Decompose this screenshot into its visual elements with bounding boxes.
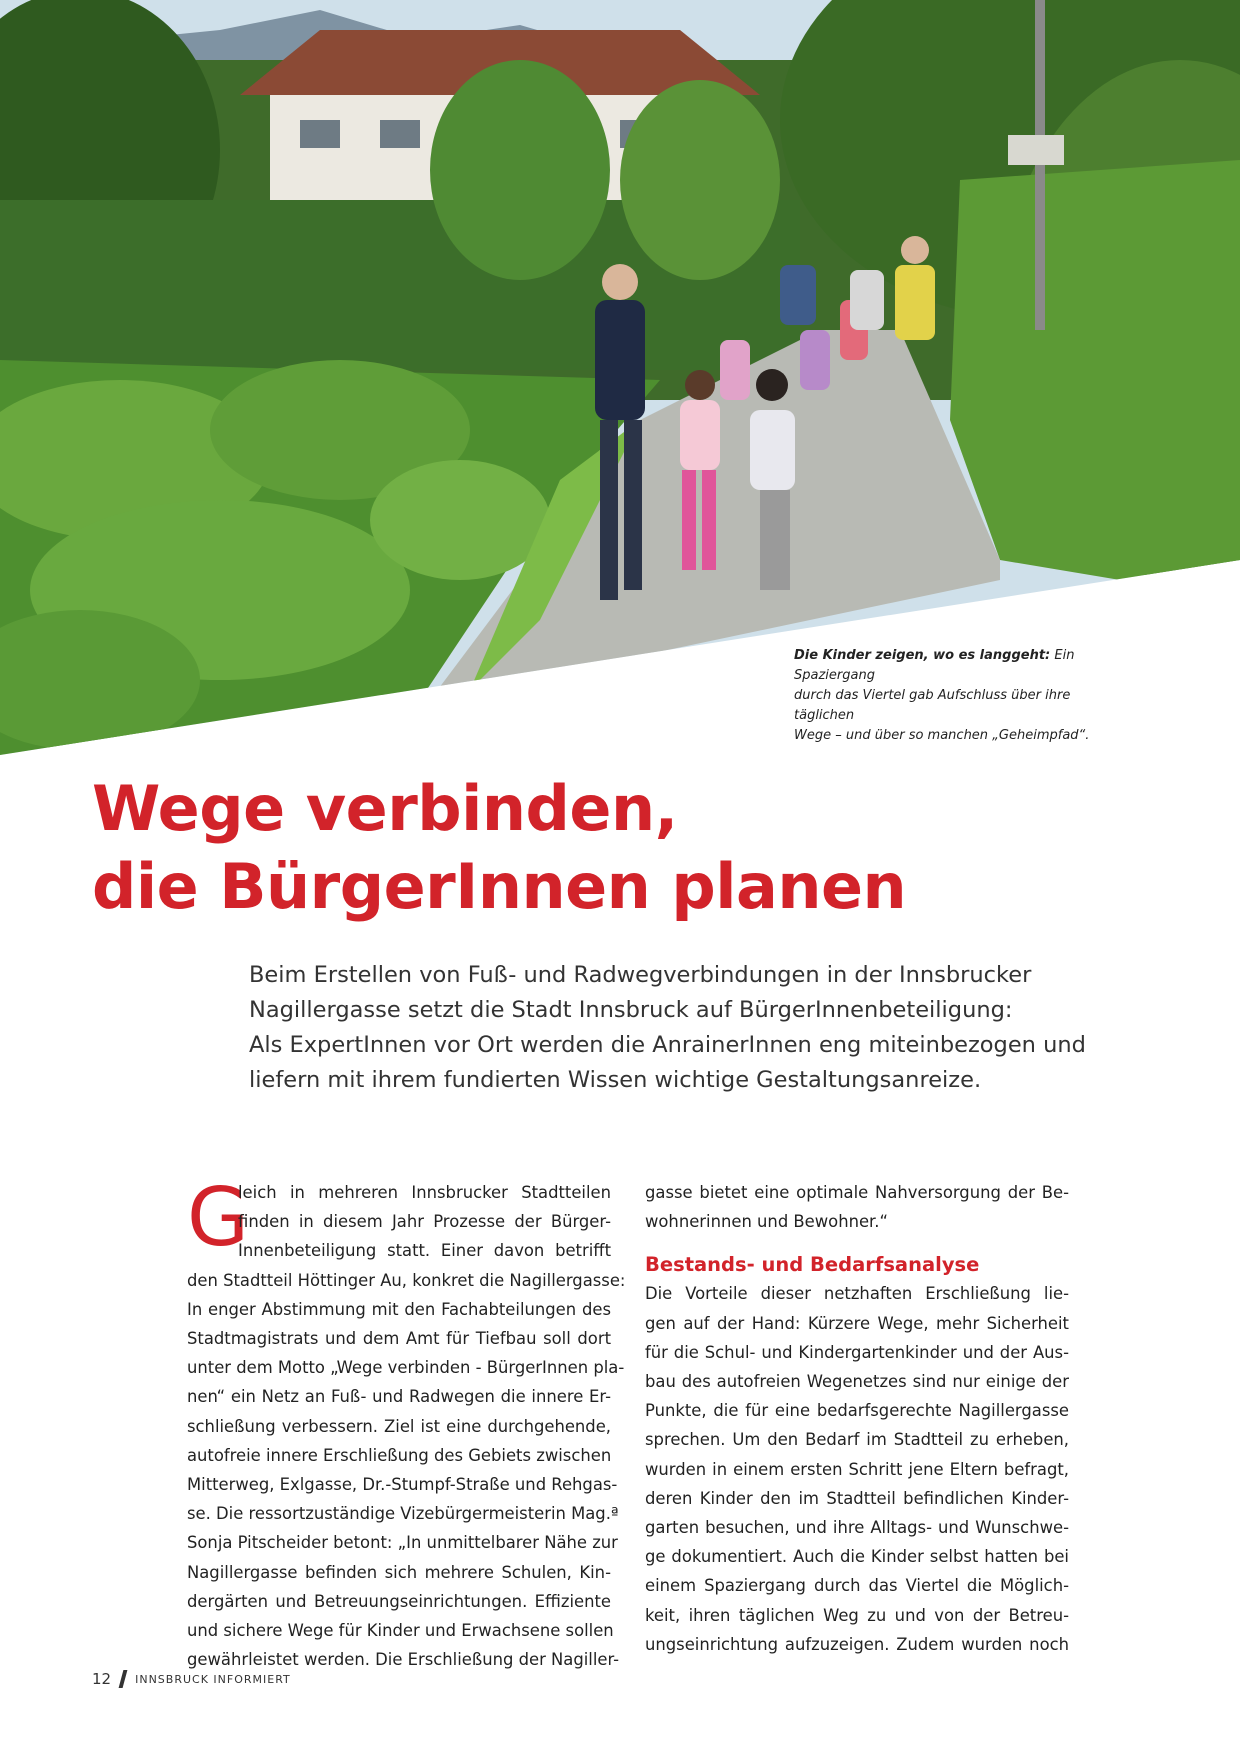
page-footer [92,1670,291,1688]
body-line: Punkte, die für eine bedarfsgerechte Nagillergasse [645,1401,1069,1421]
body-line: Mitterweg, Exlgasse, Dr.-Stumpf-Straße und Rehgas- [187,1475,618,1495]
section-heading: Bestands- und Bedarfsanalyse [645,1253,980,1277]
body-line: se. Die ressortzuständige Vizebürgermeisterin Mag.ª [187,1504,619,1524]
title-line-2: die BürgerInnen planen [92,850,907,923]
body-line: dergärten und Betreuungseinrichtungen. Effiziente [187,1591,611,1611]
body-column-2 [645,1178,1069,1659]
lead-line: Als ExpertInnen vor Ort werden die AnrainerInnen eng miteinbezogen und [249,1032,1086,1058]
body-line: wohnerinnen und Bewohner.“ [645,1212,888,1232]
photo-caption [794,646,1134,746]
body-line: einem Spaziergang durch das Viertel die Möglich- [645,1576,1069,1596]
body-line: nen“ ein Netz an Fuß- und Radwegen die innere Er- [187,1387,611,1407]
body-line: ungseinrichtung aufzuzeigen. Zudem wurden noch [645,1634,1069,1654]
body-line: ge dokumentiert. Auch die Kinder selbst hatten bei [645,1547,1069,1567]
lead-line: Nagillergasse setzt die Stadt Innsbruck auf BürgerInnenbeteiligung: [249,997,1013,1023]
body-line: den Stadtteil Höttinger Au, konkret die Nagillergasse: [187,1270,626,1290]
lead-line: Beim Erstellen von Fuß- und Radwegverbindungen in der Innsbrucker [249,962,1032,988]
body-line: und sichere Wege für Kinder und Erwachsene sollen [187,1621,614,1641]
body-line: deren Kinder den im Stadtteil befindlichen Kinder- [645,1488,1069,1508]
body-line: keit, ihren täglichen Weg zu und von der Betreu- [645,1605,1069,1625]
page-number: 12 [92,1670,112,1688]
body-line: für die Schul- und Kindergartenkinder und der Aus- [645,1342,1069,1362]
body-line: garten besuchen, und ihre Alltags- und Wunschwe- [645,1518,1069,1538]
lead-paragraph [249,958,1119,1098]
drop-cap: G [187,1171,249,1264]
body-line: Sonja Pitscheider betont: „In unmittelbarer Nähe zur [187,1533,618,1553]
body-line: gen auf der Hand: Kürzere Wege, mehr Sicherheit [645,1313,1069,1333]
body-line: gewährleistet werden. Die Erschließung der Nagiller- [187,1650,620,1670]
page-title [92,770,1172,926]
body-line: gasse bietet eine optimale Nahversorgung der Be- [645,1183,1069,1202]
caption-lead: Die Kinder zeigen, wo es langgeht: [794,648,1051,663]
body-line: schließung verbessern. Ziel ist eine durchgehende, [187,1416,611,1436]
body-column-1 [187,1171,626,1674]
caption-line: durch das Viertel gab Aufschluss über ihre täglichen [794,688,1071,723]
body-line: Stadtmagistrats und dem Amt für Tiefbau soll dort [187,1329,611,1349]
footer-separator [119,1670,128,1688]
body-line: bau des autofreien Wegenetzes sind nur einige der [645,1372,1069,1392]
body-line: finden in diesem Jahr Prozesse der Bürger- [238,1212,611,1232]
title-line-1: Wege verbinden, [92,772,678,845]
caption-line: Wege – und über so manchen „Geheimpfad“. [794,728,1090,743]
body-line: leich in mehreren Innsbrucker Stadtteilen [238,1183,611,1202]
body-line: wurden in einem ersten Schritt jene Eltern befragt, [645,1459,1069,1479]
caption-line: Ein Spaziergang [794,648,1075,683]
body-line: Die Vorteile dieser netzhaften Erschließung lie- [645,1284,1069,1304]
body-line: Innenbeteiligung statt. Einer davon betrifft [238,1241,611,1261]
publication-name: INNSBRUCK INFORMIERT [135,1672,291,1686]
lead-line: liefern mit ihrem fundierten Wissen wichtige Gestaltungsanreize. [249,1067,982,1093]
body-line: In enger Abstimmung mit den Fachabteilungen des [187,1299,611,1319]
body-line: Nagillergasse befinden sich mehrere Schulen, Kin- [187,1562,611,1582]
body-line: unter dem Motto „Wege verbinden - BürgerInnen pla- [187,1358,625,1378]
body-line: autofreie innere Erschließung des Gebiets zwischen [187,1445,612,1465]
body-line: sprechen. Um den Bedarf im Stadtteil zu erheben, [645,1430,1069,1450]
